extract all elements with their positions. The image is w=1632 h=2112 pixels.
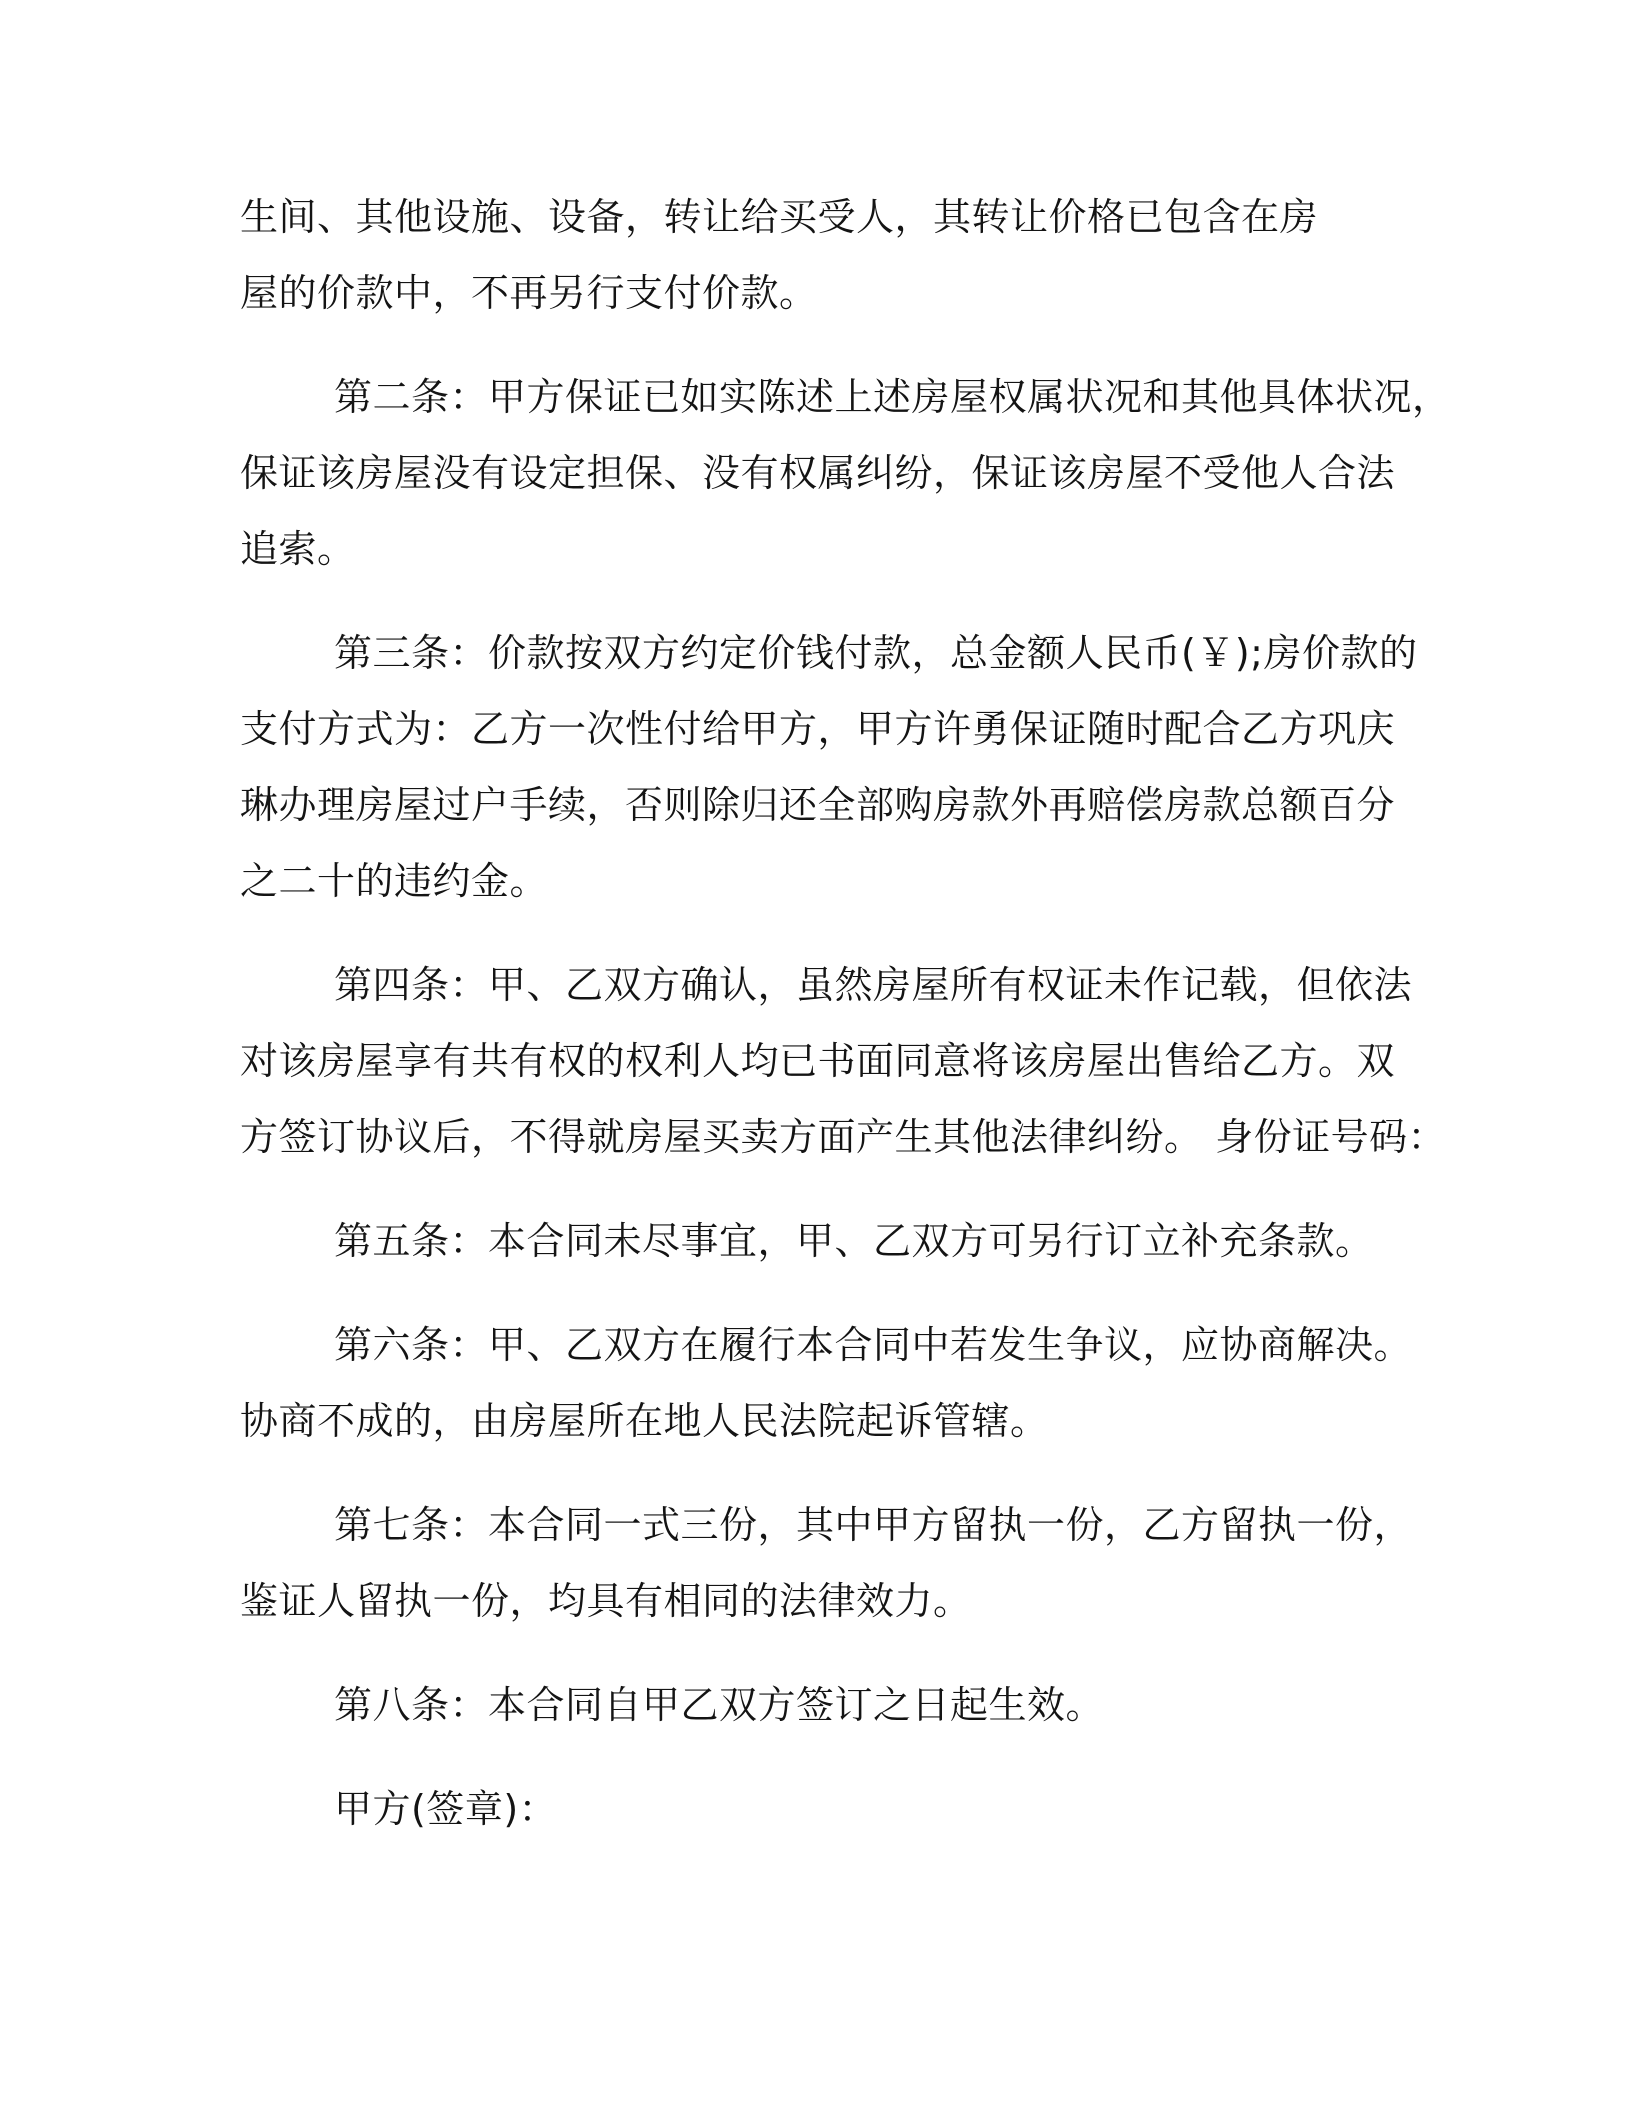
article-4-line-2: 对该房屋享有共有权的权利人均已书面同意将该房屋出售给乙方。双 — [240, 1039, 1396, 1083]
article-3-line-3: 琳办理房屋过户手续，否则除归还全部购房款外再赔偿房款总额百分 — [240, 783, 1396, 827]
article-3-line-2: 支付方式为：乙方一次性付给甲方，甲方许勇保证随时配合乙方巩庆 — [240, 707, 1396, 751]
article-4-line-3: 方签订协议后，不得就房屋买卖方面产生其他法律纠纷。 身份证号码： — [240, 1115, 1447, 1159]
article-2-line-3: 追索。 — [240, 527, 356, 571]
article-2-line-1: 第二条：甲方保证已如实陈述上述房屋权属状况和其他具体状况， — [334, 375, 1451, 419]
article-3-line-1: 第三条：价款按双方约定价钱付款，总金额人民币(￥);房价款的 — [334, 631, 1418, 675]
article-5-line-1: 第五条：本合同未尽事宜，甲、乙双方可另行订立补充条款。 — [334, 1219, 1374, 1263]
article-3-line-4: 之二十的违约金。 — [240, 859, 549, 903]
article-8-line-1: 第八条：本合同自甲乙双方签订之日起生效。 — [334, 1683, 1105, 1727]
article-6-line-2: 协商不成的，由房屋所在地人民法院起诉管辖。 — [240, 1399, 1049, 1443]
article-1-continued-line-2: 屋的价款中，不再另行支付价款。 — [240, 271, 818, 315]
article-4-line-1: 第四条：甲、乙双方确认，虽然房屋所有权证未作记载，但依法 — [334, 963, 1413, 1007]
article-6-line-1: 第六条：甲、乙双方在履行本合同中若发生争议，应协商解决。 — [334, 1323, 1413, 1367]
article-7-line-1: 第七条：本合同一式三份，其中甲方留执一份，乙方留执一份， — [334, 1503, 1413, 1547]
party-a-signature-label: 甲方(签章)： — [334, 1787, 558, 1831]
article-7-line-2: 鉴证人留执一份，均具有相同的法律效力。 — [240, 1579, 972, 1623]
article-1-continued-line-1: 生间、其他设施、设备，转让给买受人，其转让价格已包含在房 — [240, 195, 1319, 239]
article-2-line-2: 保证该房屋没有设定担保、没有权属纠纷，保证该房屋不受他人合法 — [240, 451, 1396, 495]
